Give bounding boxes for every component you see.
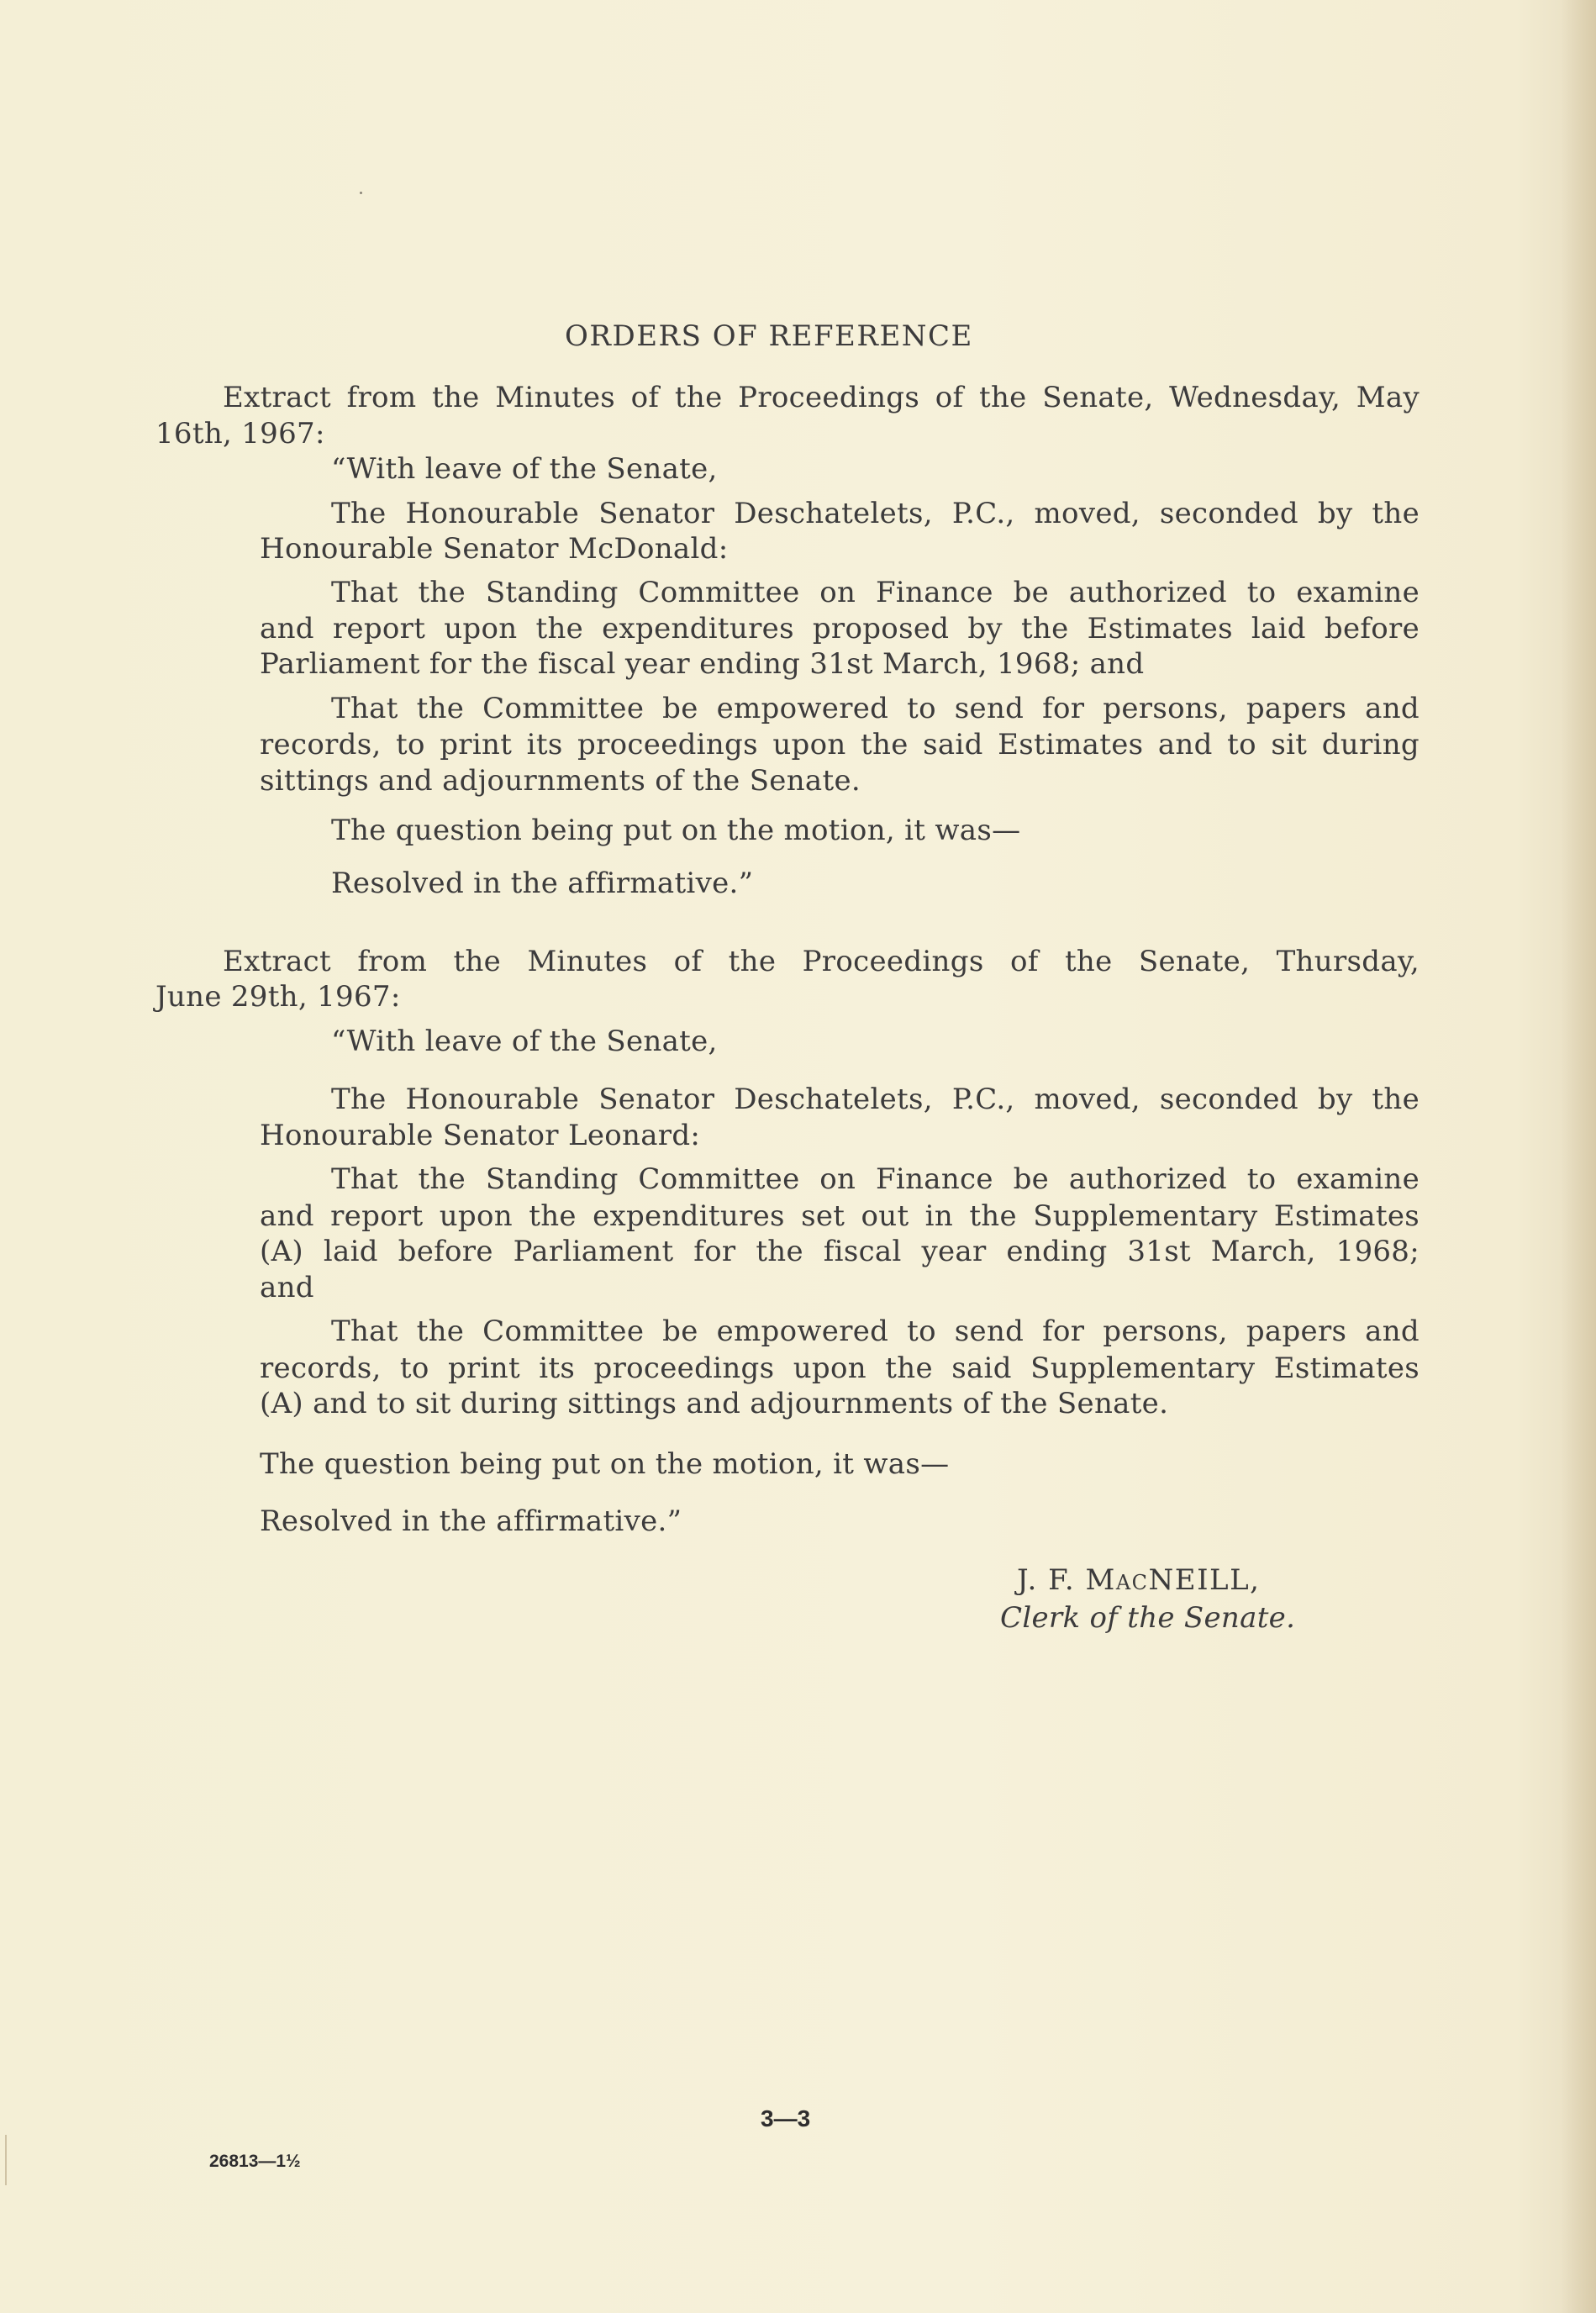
extract1-leave: “With leave of the Senate,: [331, 452, 718, 486]
extract1-intro-line1: Extract from the Minutes of the Proceedings of the Senate, Wednesday, May: [223, 381, 1420, 414]
extract1-intro-line2: 16th, 1967:: [155, 417, 325, 450]
extract2-intro-line2: June 29th, 1967:: [155, 980, 401, 1014]
extract2-that2-line3: (A) and to sit during sittings and adjournments of the Senate.: [260, 1387, 1169, 1420]
extract1-that1-line2: and report upon the expenditures proposed by the Estimates laid before: [260, 612, 1420, 645]
extract2-moved-line2: Honourable Senator Leonard:: [260, 1119, 701, 1152]
extract2-that2-line2: records, to print its proceedings upon the said Supplementary Estimates: [260, 1351, 1420, 1385]
extract1-that1-line1: That the Standing Committee on Finance be authorized to examine: [331, 576, 1420, 609]
page-number: 3—3: [761, 2105, 811, 2131]
extract2-that1-line3: (A) laid before Parliament for the fiscal year ending 31st March, 1968;: [260, 1235, 1420, 1268]
extract1-that2-line1: That the Committee be empowered to send for persons, papers and: [331, 692, 1420, 725]
extract1-that1-line3: Parliament for the fiscal year ending 31st March, 1968; and: [260, 647, 1145, 681]
extract1-resolved: Resolved in the affirmative.”: [331, 867, 754, 900]
print-code: 26813—1½: [209, 2152, 301, 2171]
signature-name: J. F. MacNEILL,: [1017, 1563, 1261, 1597]
extract2-intro-line1: Extract from the Minutes of the Proceedings of the Senate, Thursday,: [223, 945, 1420, 978]
extract2-leave: “With leave of the Senate,: [331, 1025, 718, 1058]
extract2-question: The question being put on the motion, it was—: [260, 1447, 950, 1481]
signature-title: Clerk of the Senate.: [1000, 1601, 1296, 1635]
extract1-that2-line2: records, to print its proceedings upon the said Estimates and to sit during: [260, 728, 1420, 761]
extract1-question: The question being put on the motion, it was—: [331, 814, 1021, 847]
extract2-resolved: Resolved in the affirmative.”: [260, 1504, 682, 1538]
extract2-that2-line1: That the Committee be empowered to send for persons, papers and: [331, 1315, 1420, 1348]
margin-mark: [5, 2135, 7, 2185]
extract2-that1-line4: and: [260, 1271, 314, 1304]
speck: [360, 192, 362, 194]
page-title: ORDERS OF REFERENCE: [565, 319, 973, 353]
extract2-that1-line1: That the Standing Committee on Finance be authorized to examine: [331, 1162, 1420, 1196]
extract1-that2-line3: sittings and adjournments of the Senate.: [260, 764, 861, 798]
page-edge-shadow: [1561, 0, 1596, 2313]
extract2-moved-line1: The Honourable Senator Deschatelets, P.C., moved, seconded by the: [331, 1083, 1420, 1116]
extract2-that1-line2: and report upon the expenditures set out in the Supplementary Estimates: [260, 1199, 1420, 1233]
extract1-moved-line2: Honourable Senator McDonald:: [260, 532, 729, 566]
extract1-moved-line1: The Honourable Senator Deschatelets, P.C., moved, seconded by the: [331, 497, 1420, 530]
